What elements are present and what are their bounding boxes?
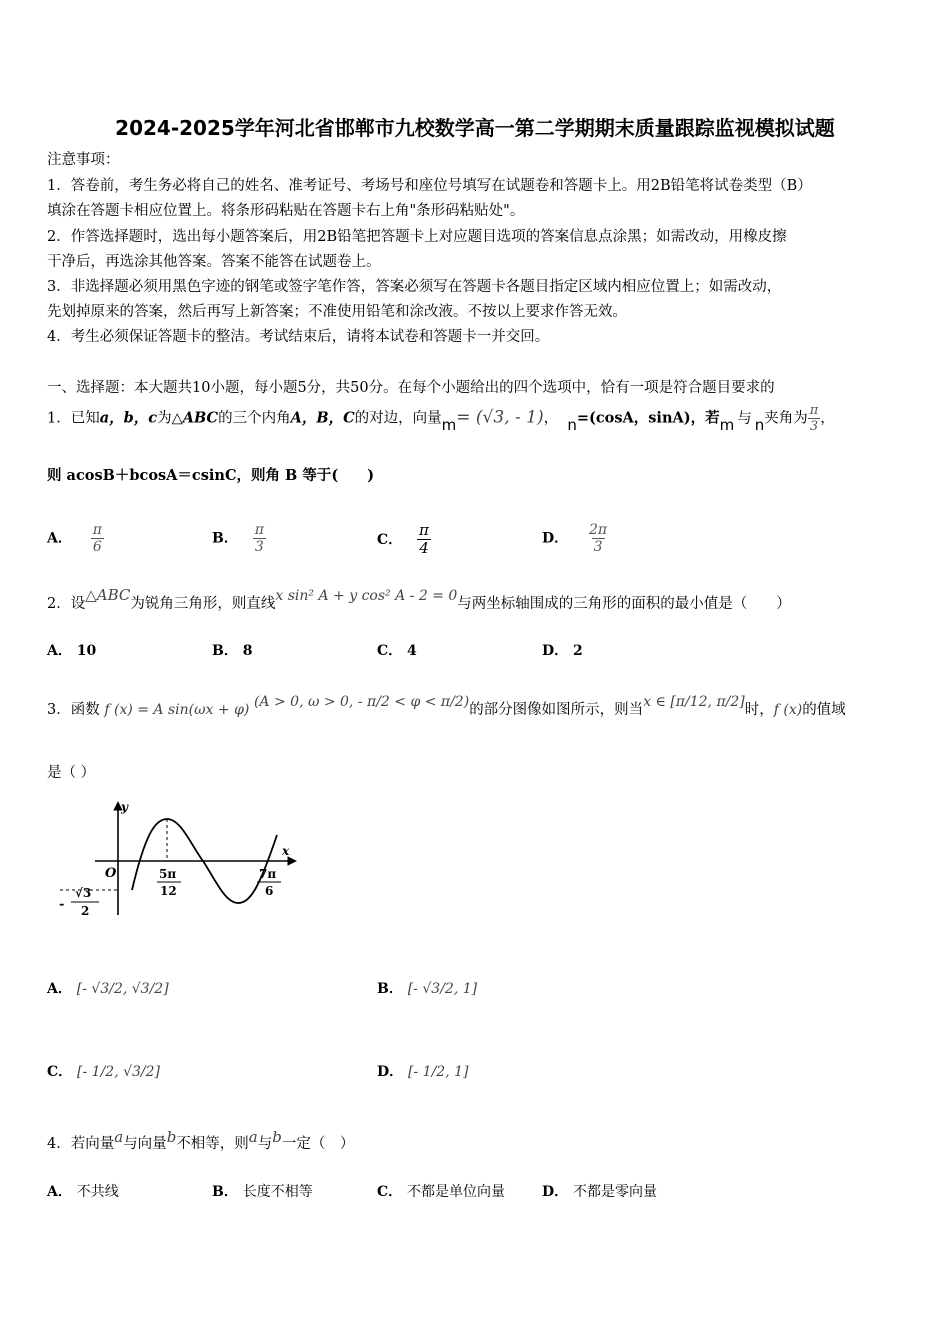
angle-fraction: $\frac{\pi}{3}$ bbox=[809, 403, 819, 434]
notice-line: 填涂在答题卡相应位置上。将条形码粘贴在答题卡右上角"条形码粘贴处"。 bbox=[47, 203, 525, 219]
option-fraction: $\frac{\pi}{3}$ bbox=[254, 522, 264, 555]
q3-sine-graph bbox=[55, 795, 305, 920]
notice-line: 2．作答选择题时，选出每小题答案后，用2B铅笔把答题卡上对应题目选项的答案信息点涂黑；如需改动，用橡皮擦 bbox=[47, 229, 787, 245]
q2-number: 2． bbox=[47, 596, 71, 612]
vector-n-ref: n bbox=[754, 415, 765, 434]
y-axis-label: y bbox=[121, 800, 128, 814]
q2-option-c[interactable]: C． 4 bbox=[377, 643, 417, 659]
origin-label: O bbox=[105, 866, 117, 881]
vector-m-ref: m bbox=[719, 415, 735, 434]
y-tick-den: 2 bbox=[81, 904, 90, 918]
q1-option-c[interactable]: C． $\frac{\pi}{4}$ bbox=[377, 521, 429, 557]
notice-line: 3．非选择题必须用黑色字迹的钢笔或签字笔作答，答案必须写在答题卡各题目指定区域内相应位置上；如需改动， bbox=[47, 279, 782, 295]
q3-condition: (A > 0, ω > 0, - π/2 < φ < π/2) bbox=[253, 694, 470, 710]
q4-option-a[interactable]: A． 不共线 bbox=[47, 1184, 119, 1200]
q1-number: 1． bbox=[47, 410, 71, 427]
q1-abc: a，b，c bbox=[99, 409, 158, 427]
q1-line2: 则 acosB＋bcosA＝csinC，则角 B 等于( ) bbox=[47, 467, 375, 484]
question-3: 3．函数 f (x) = A sin(ωx + φ) (A > 0, ω > 0, - π/2 < φ < π/2)的部分图像如图所示，则当x ∈ [π/12, π/2]时，f (x)的值域 bbox=[47, 694, 846, 718]
q2-option-d[interactable]: D． 2 bbox=[542, 643, 583, 659]
q2-option-a[interactable]: A． 10 bbox=[47, 643, 97, 659]
tick-7pi-num: 7π bbox=[259, 867, 277, 881]
tick-7pi-den: 6 bbox=[265, 884, 274, 898]
notice-header: 注意事项： bbox=[47, 152, 120, 168]
notice-line: 4．考生必须保证答题卡的整洁。考试结束后，请将本试卷和答题卡一并交回。 bbox=[47, 329, 550, 345]
q3-domain: x ∈ [π/12, π/2] bbox=[643, 694, 745, 710]
q4-option-c[interactable]: C． 不都是单位向量 bbox=[377, 1184, 506, 1200]
q1-option-b[interactable]: B． $\frac{\pi}{3}$ bbox=[212, 522, 264, 555]
y-tick-sign: - bbox=[59, 897, 65, 912]
question-1: 1．已知a，b，c为△ABC的三个内角A，B，C的对边，向量m= (√3, - 1)， n=(cosA，sinA)，若m 与 n夹角为 $\frac{\pi}{3}$ ， bbox=[47, 403, 835, 434]
q3-line2: 是（ ） bbox=[47, 765, 96, 781]
q1-option-d[interactable]: D． $\frac{2\pi}{3}$ bbox=[542, 522, 608, 555]
x-axis-label: x bbox=[282, 844, 290, 858]
q3-option-a[interactable]: A． [- √3/2, √3/2] bbox=[47, 981, 169, 997]
q1-option-a[interactable]: A． $\frac{\pi}{6}$ bbox=[47, 522, 102, 555]
notice-line: 先划掉原来的答案，然后再写上新答案；不准使用铅笔和涂改液。不按以上要求作答无效。 bbox=[47, 304, 627, 320]
q2-line-equation: x sin² A + y cos² A - 2 = 0 bbox=[275, 588, 458, 604]
tick-5pi-den: 12 bbox=[160, 884, 177, 898]
vector-m-value: = (√3, - 1) bbox=[456, 407, 544, 428]
option-fraction: $\frac{2\pi}{3}$ bbox=[589, 522, 608, 555]
y-tick-num: √3 bbox=[75, 886, 92, 900]
section-header: 一、选择题：本大题共10小题，每小题5分，共50分。在每个小题给出的四个选项中，恰有一项是符合题目要求的 bbox=[47, 380, 775, 396]
question-4: 4．若向量a与向量b不相等，则a与b一定（ ） bbox=[47, 1128, 355, 1152]
q3-number: 3． bbox=[47, 702, 71, 718]
q4-option-d[interactable]: D． 不都是零向量 bbox=[542, 1184, 658, 1200]
notice-line: 1．答卷前，考生务必将自己的姓名、准考证号、考场号和座位号填写在试题卷和答题卡上。用2B铅笔将试卷类型（B） bbox=[47, 178, 812, 194]
q4-number: 4． bbox=[47, 1136, 71, 1152]
notice-line: 干净后，再选涂其他答案。答案不能答在试题卷上。 bbox=[47, 254, 381, 270]
q4-option-b[interactable]: B． 长度不相等 bbox=[212, 1184, 313, 1200]
q3-function: f (x) = A sin(ωx + φ) bbox=[104, 702, 250, 718]
q3-option-d[interactable]: D． [- 1/2, 1] bbox=[377, 1064, 469, 1080]
question-2: 2．设△ABC为锐角三角形，则直线x sin² A + y cos² A - 2 = 0与两坐标轴围成的三角形的面积的最小值是（ ） bbox=[47, 586, 791, 612]
q2-option-b[interactable]: B． 8 bbox=[212, 643, 253, 659]
tick-5pi-num: 5π bbox=[159, 867, 177, 881]
vector-n-value: =(cosA，sinA)，若 bbox=[576, 409, 720, 427]
option-fraction: $\frac{\pi}{4}$ bbox=[419, 521, 429, 557]
vector-n: n bbox=[567, 415, 577, 434]
q3-option-b[interactable]: B． [- √3/2, 1] bbox=[377, 981, 478, 997]
q3-option-c[interactable]: C． [- 1/2, √3/2] bbox=[47, 1064, 161, 1080]
page-title: 2024-2025学年河北省邯郸市九校数学高一第二学期期末质量跟踪监视模拟试题 bbox=[115, 116, 835, 140]
q2-triangle: △ABC bbox=[85, 586, 131, 604]
vector-m: m bbox=[441, 415, 457, 434]
option-fraction: $\frac{\pi}{6}$ bbox=[92, 522, 102, 555]
